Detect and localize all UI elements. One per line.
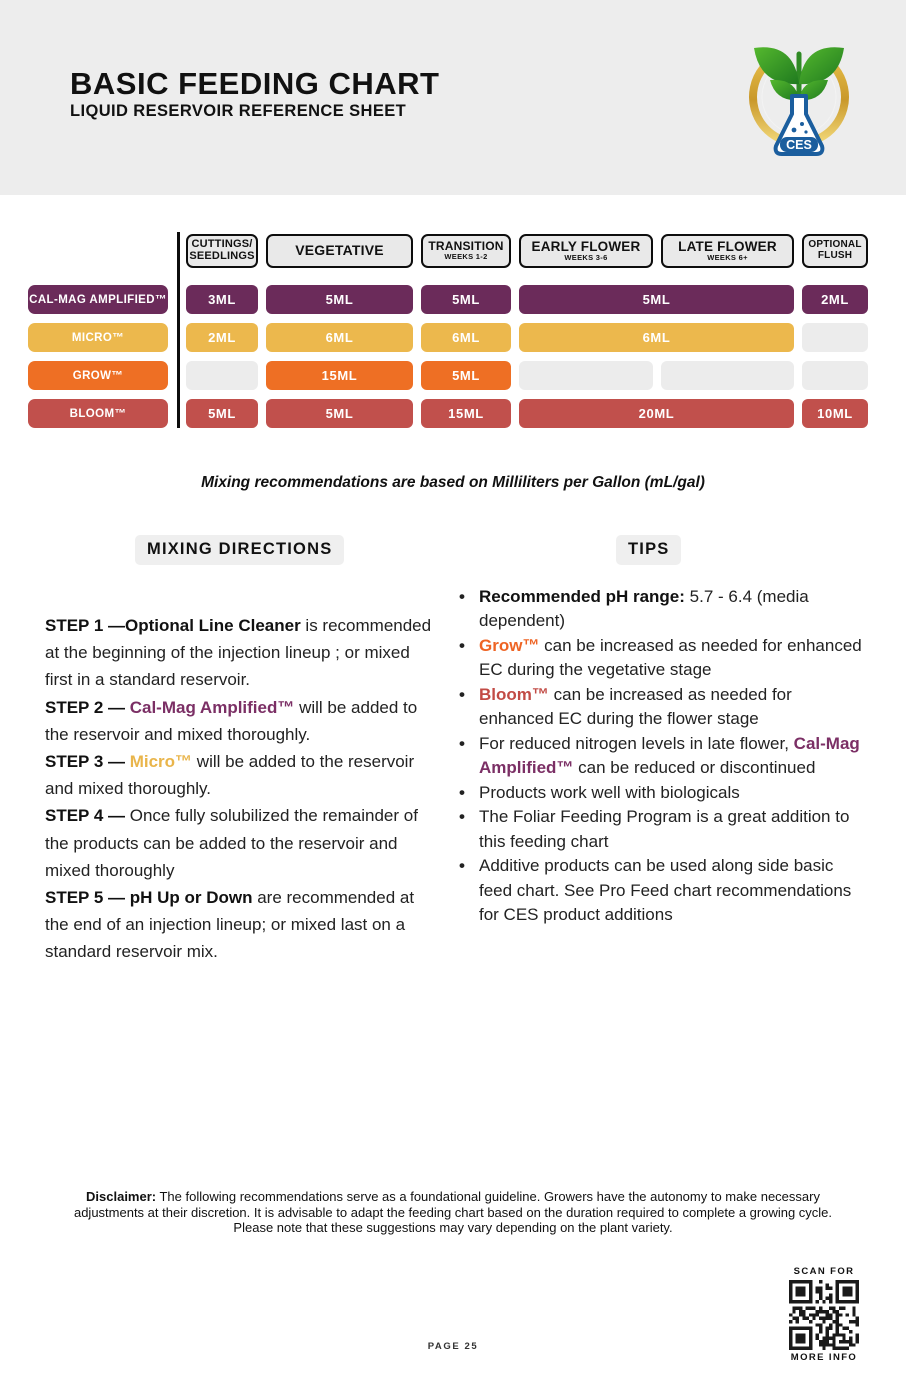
page-number: PAGE 25 <box>427 1341 479 1352</box>
table-cell-empty <box>661 361 794 390</box>
table-cell: 10ML <box>802 399 868 428</box>
table-cell: 3ML <box>186 285 258 314</box>
table-cell: 2ML <box>802 285 868 314</box>
table-cell: 5ML <box>186 399 258 428</box>
disclaimer-text: Disclaimer: The following recommendations serve as a foundational guideline. Growers have the autonomy to make necessary adjustments at their discretion. It is advisable to adapt the feeding chart based on the duration required to complete a growing cycle. Please note that these suggestions may vary depending on the plant variety. <box>73 1189 833 1236</box>
tips-section <box>452 585 864 928</box>
mixing-step: STEP 5 — pH Up or Down are recommended at the end of an injection lineup; or mixed last on a standard reservoir mix. <box>45 887 415 962</box>
feeding-table <box>28 234 868 428</box>
table-cell-empty <box>519 361 653 390</box>
row-label: BLOOM™ <box>28 399 168 428</box>
table-cell: 6ML <box>519 323 794 352</box>
table-cell: 5ML <box>421 285 511 314</box>
table-divider-line <box>177 232 180 428</box>
table-cell: 2ML <box>186 323 258 352</box>
mixing-directions-text <box>45 612 437 965</box>
units-caption: Mixing recommendations are based on Milliliters per Gallon (mL/gal) <box>201 474 705 491</box>
column-header: TRANSITION WEEKS 1-2 <box>421 234 511 268</box>
column-header: OPTIONAL FLUSH <box>802 234 868 268</box>
mixing-step: STEP 2 — Cal-Mag Amplified™ will be added to the reservoir and mixed thoroughly. <box>45 697 418 744</box>
table-cell-empty <box>186 361 258 390</box>
table-cells <box>186 285 868 428</box>
mixing-step: STEP 4 — Once fully solubilized the remainder of the products can be added to the reservoir and mixed thoroughly <box>45 806 418 880</box>
mixing-directions-heading: MIXING DIRECTIONS <box>135 535 344 565</box>
tip-item: • Additive products can be used along side basic feed chart. See Pro Feed chart recommendations for CES product additions <box>452 854 864 927</box>
tips-heading: TIPS <box>616 535 681 565</box>
page-subtitle: LIQUID RESERVOIR REFERENCE SHEET <box>70 102 407 120</box>
tip-item: • Grow™ can be increased as needed for enhanced EC during the vegetative stage <box>452 634 864 683</box>
tip-item: • Bloom™ can be increased as needed for enhanced EC during the flower stage <box>452 683 864 732</box>
table-cell: 5ML <box>266 399 413 428</box>
ces-logo <box>740 34 858 164</box>
qr-block <box>787 1266 861 1363</box>
column-header: EARLY FLOWER WEEKS 3-6 <box>519 234 653 268</box>
table-cell-empty <box>802 323 868 352</box>
table-cell: 15ML <box>421 399 511 428</box>
qr-label-top: SCAN FOR <box>793 1266 855 1277</box>
column-headers <box>186 234 868 268</box>
qr-code-icon <box>789 1280 859 1350</box>
page-title: BASIC FEEDING CHART <box>70 66 440 101</box>
tip-item: • Products work well with biologicals <box>452 781 864 805</box>
tips-list <box>452 585 864 928</box>
mixing-step: STEP 1 —Optional Line Cleaner is recommended at the beginning of the injection lineup ; or mixed first in a standard reservoir. <box>45 616 432 690</box>
table-cell: 5ML <box>266 285 413 314</box>
row-label: GROW™ <box>28 361 168 390</box>
table-cell: 5ML <box>421 361 511 390</box>
table-cell: 20ML <box>519 399 794 428</box>
mixing-step: STEP 3 — Micro™ will be added to the reservoir and mixed thoroughly. <box>45 751 415 799</box>
row-label: CAL-MAG AMPLIFIED™ <box>28 285 168 314</box>
flask-icon <box>776 96 823 154</box>
column-header: LATE FLOWER WEEKS 6+ <box>661 234 794 268</box>
column-header: VEGETATIVE <box>266 234 413 268</box>
logo-text: CES <box>786 138 812 152</box>
table-cell-empty <box>802 361 868 390</box>
row-label: MICRO™ <box>28 323 168 352</box>
table-cell: 6ML <box>266 323 413 352</box>
table-cell: 6ML <box>421 323 511 352</box>
tip-item: • The Foliar Feeding Program is a great addition to this feeding chart <box>452 805 864 854</box>
header-band <box>0 0 906 195</box>
column-header: CUTTINGS/ SEEDLINGS <box>186 234 258 268</box>
tip-item: • Recommended pH range: 5.7 - 6.4 (media dependent) <box>452 585 864 634</box>
table-cell: 5ML <box>519 285 794 314</box>
row-labels <box>28 285 168 437</box>
table-cell: 15ML <box>266 361 413 390</box>
qr-label-bottom: MORE INFO <box>790 1352 858 1363</box>
tip-item: • For reduced nitrogen levels in late flower, Cal-Mag Amplified™ can be reduced or discontinued <box>452 732 864 781</box>
